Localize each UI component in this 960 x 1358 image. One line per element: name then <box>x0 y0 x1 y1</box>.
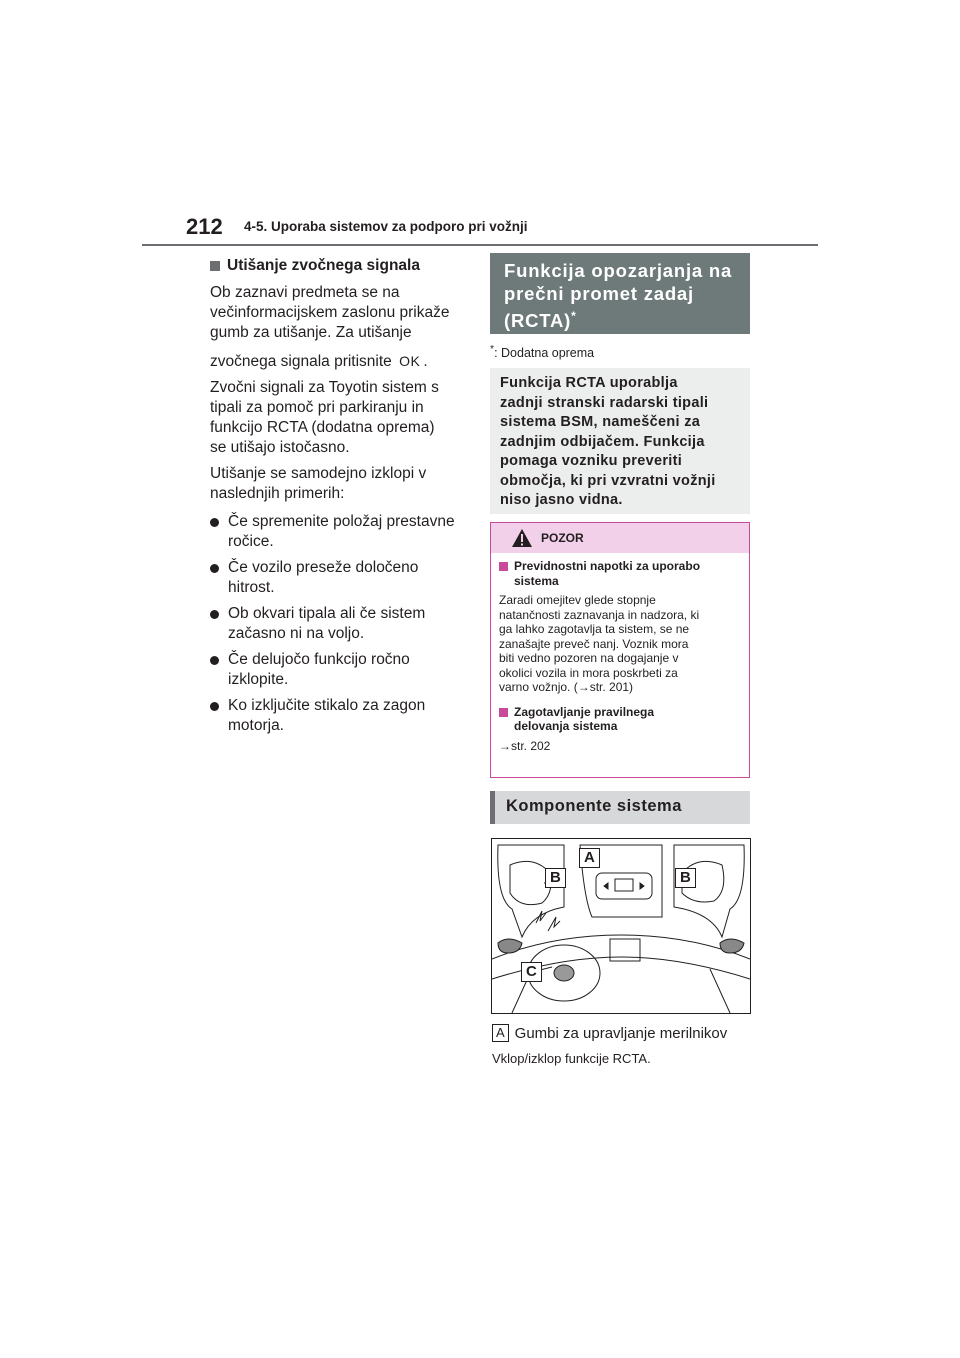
para1-line: Ob zaznavi predmeta se na <box>210 284 400 301</box>
label-b-right: B <box>675 868 696 888</box>
banner-line: Funkcija opozarjanja na <box>504 260 733 281</box>
square-bullet-icon <box>210 261 220 271</box>
square-bullet-icon <box>499 562 508 571</box>
para1-line: gumb za utišanje. Za utišanje <box>210 324 412 341</box>
figure-caption <box>492 1024 727 1042</box>
para3-line: Utišanje se samodejno izklopi v <box>210 465 427 482</box>
caution-text: Zaradi omejitev glede stopnje natančnosti zaznavanja in nadzora, ki ga lahko zagotavlja ta sistem, se ne zanašajte preveč nanj. Voznik mora biti vedno pozoren na dogajanje v okolici vozila in mora poskrbeti za varno vožnjo. (→str. 201) <box>499 593 700 694</box>
section-heading <box>210 256 466 276</box>
page-number: 212 <box>186 214 223 239</box>
caption-description: Vklop/izklop funkcije RCTA. <box>492 1051 651 1066</box>
caution-reference: →str. 202 <box>499 738 551 753</box>
label-b-left: B <box>545 868 566 888</box>
list-item: Če delujočo funkcijo ročno izklopite. <box>210 650 466 690</box>
para2-line: Zvočni signali za Toyotin sistem s <box>210 379 439 396</box>
banner-line: prečni promet zadaj <box>504 283 694 304</box>
warning-icon <box>511 528 533 548</box>
section-title-bar <box>490 791 750 824</box>
chapter-title: 4-5. Uporaba sistemov za podporo pri vožnji <box>244 219 528 234</box>
banner-line: (RCTA) <box>504 310 572 332</box>
heading-text: Utišanje zvočnega signala <box>227 257 420 274</box>
caution-header <box>491 523 749 553</box>
para2-line: funkcijo RCTA (dodatna oprema) <box>210 419 435 436</box>
section-banner <box>490 253 750 334</box>
para3-line: naslednjih primerih: <box>210 485 345 502</box>
header-rule <box>142 244 818 246</box>
para1-text: zvočnega signala pritisnite <box>210 353 392 370</box>
caution-label: POZOR <box>541 531 584 545</box>
footnote-marker: * <box>571 309 577 323</box>
caution-box <box>490 522 750 778</box>
para1-line: večinformacijskem zaslonu prikaže <box>210 304 450 321</box>
caption-text: Gumbi za upravljanje merilnikov <box>514 1024 728 1042</box>
para2-line: tipali za pomoč pri parkiranju in <box>210 399 424 416</box>
section-title: Komponente sistema <box>506 797 682 815</box>
list-item: Če spremenite položaj prestavne ročice. <box>210 512 466 552</box>
summary-box: Funkcija RCTA uporablja zadnji stranski radarski tipali sistema BSM, nameščeni za zadnjim odbijačem. Funkcija pomaga vozniku preveriti območja, ki pri vzvratni vožnji niso jasno vidna. <box>490 368 750 514</box>
label-c: C <box>521 962 542 982</box>
left-column <box>210 256 466 736</box>
para2-line: se utišajo istočasno. <box>210 439 350 456</box>
list-item: Če vozilo preseže določeno hitrost. <box>210 558 466 598</box>
system-components-illustration <box>491 838 751 1014</box>
ok-button-icon: OK <box>399 353 421 369</box>
list-item: Ob okvari tipala ali če sistem začasno ni na voljo. <box>210 604 466 644</box>
square-bullet-icon <box>499 708 508 717</box>
para1-last-line: zvočnega signala pritisnite OK . <box>210 353 428 370</box>
caution-subheading: Zagotavljanje pravilnega delovanja sistema <box>499 705 743 734</box>
caution-subheading: Previdnostni napotki za uporabo sistema <box>499 559 743 588</box>
dashboard-illustration <box>492 839 750 1013</box>
list-item: Ko izključite stikalo za zagon motorja. <box>210 696 466 736</box>
label-a: A <box>579 848 600 868</box>
footnote: *: Dodatna oprema <box>490 344 595 361</box>
caption-tag: A <box>492 1024 509 1042</box>
